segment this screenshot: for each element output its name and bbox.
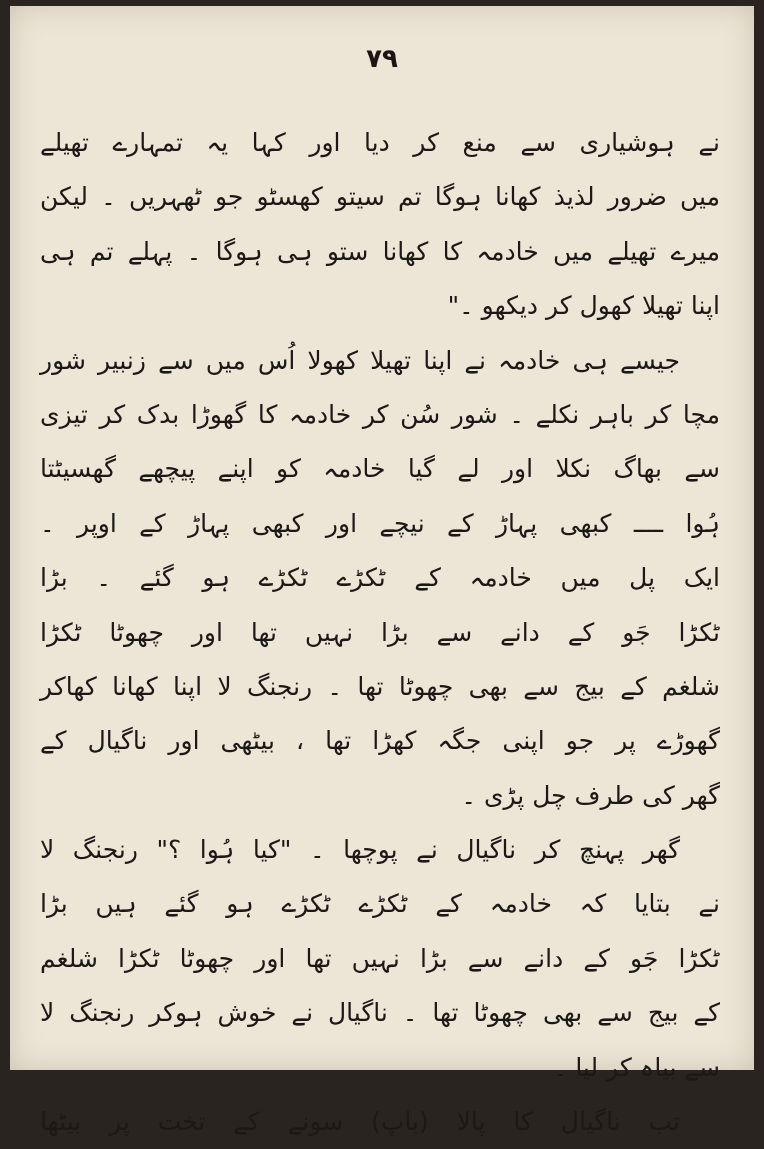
text-line: میرے تھیلے میں خادمہ کا کھانا ستو ہی ہوگا ۔ پہلے تم ہی: [40, 236, 720, 266]
text-line: گھوڑے پر جو اپنی جگہ کھڑا تھا ، بیٹھی اور ناگیال کے: [40, 726, 720, 756]
text-line: گھر کی طرف چل پڑی ۔: [461, 780, 720, 810]
text-line: ایک پل میں خادمہ کے ٹکڑے ٹکڑے ہو گئے ۔ بڑا: [40, 563, 720, 593]
text-line: جیسے ہی خادمہ نے اپنا تھیلا کھولا اُس میں سے زنبیر شور: [40, 345, 680, 375]
text-line: ٹکڑا جَو کے دانے سے بڑا نہیں تھا اور چھوٹا ٹکڑا شلغم: [40, 943, 720, 973]
text-line: اپنا تھیلا کھول کر دیکھو ۔": [447, 291, 720, 321]
text-line: ہُوا ــــ کبھی پہاڑ کے نیچے اور کبھی پہاڑ کے اوپر ۔: [40, 508, 720, 538]
text-line: کے بیج سے بھی چھوٹا تھا ۔ ناگیال نے خوش ہوکر رنجنگ لا: [40, 998, 720, 1028]
text-line: تب ناگیال کا پالا (باپ) سونے کے تخت پر بیٹھا: [40, 1107, 680, 1137]
text-line: شلغم کے بیج سے بھی چھوٹا تھا ۔ رنجنگ لا اپنا کھانا کھاکر: [40, 671, 720, 701]
text-line: گھر پہنچ کر ناگیال نے پوچھا ۔ "کیا ہُوا ؟" رنجنگ لا: [40, 835, 680, 865]
text-line: نے بتایا کہ خادمہ کے ٹکڑے ٹکڑے ہو گئے ہیں بڑا: [40, 889, 720, 919]
page-text-body: [40, 116, 720, 1149]
book-page: [10, 6, 754, 1137]
text-line: مچا کر باہر نکلے ۔ شور سُن کر خادمہ کا گھوڑا بدک کر تیزی: [40, 399, 720, 429]
text-line: نے ہوشیاری سے منع کر دیا اور کہا یہ تمہارے تھیلے: [40, 128, 720, 157]
page-number: ۷۹: [366, 44, 398, 74]
text-line: ٹکڑا جَو کے دانے سے بڑا نہیں تھا اور چھوٹا ٹکڑا: [40, 617, 720, 647]
text-line: سے بیاہ کر لیا ۔: [552, 1052, 720, 1082]
text-line: میں ضرور لذیذ کھانا ہوگا تم سیتو کھسٹو جو ٹھہریں ۔ لیکن: [40, 182, 720, 212]
text-line: سے بھاگ نکلا اور لے گیا خادمہ کو اپنے پیچھے گھسیٹتا: [40, 454, 720, 484]
